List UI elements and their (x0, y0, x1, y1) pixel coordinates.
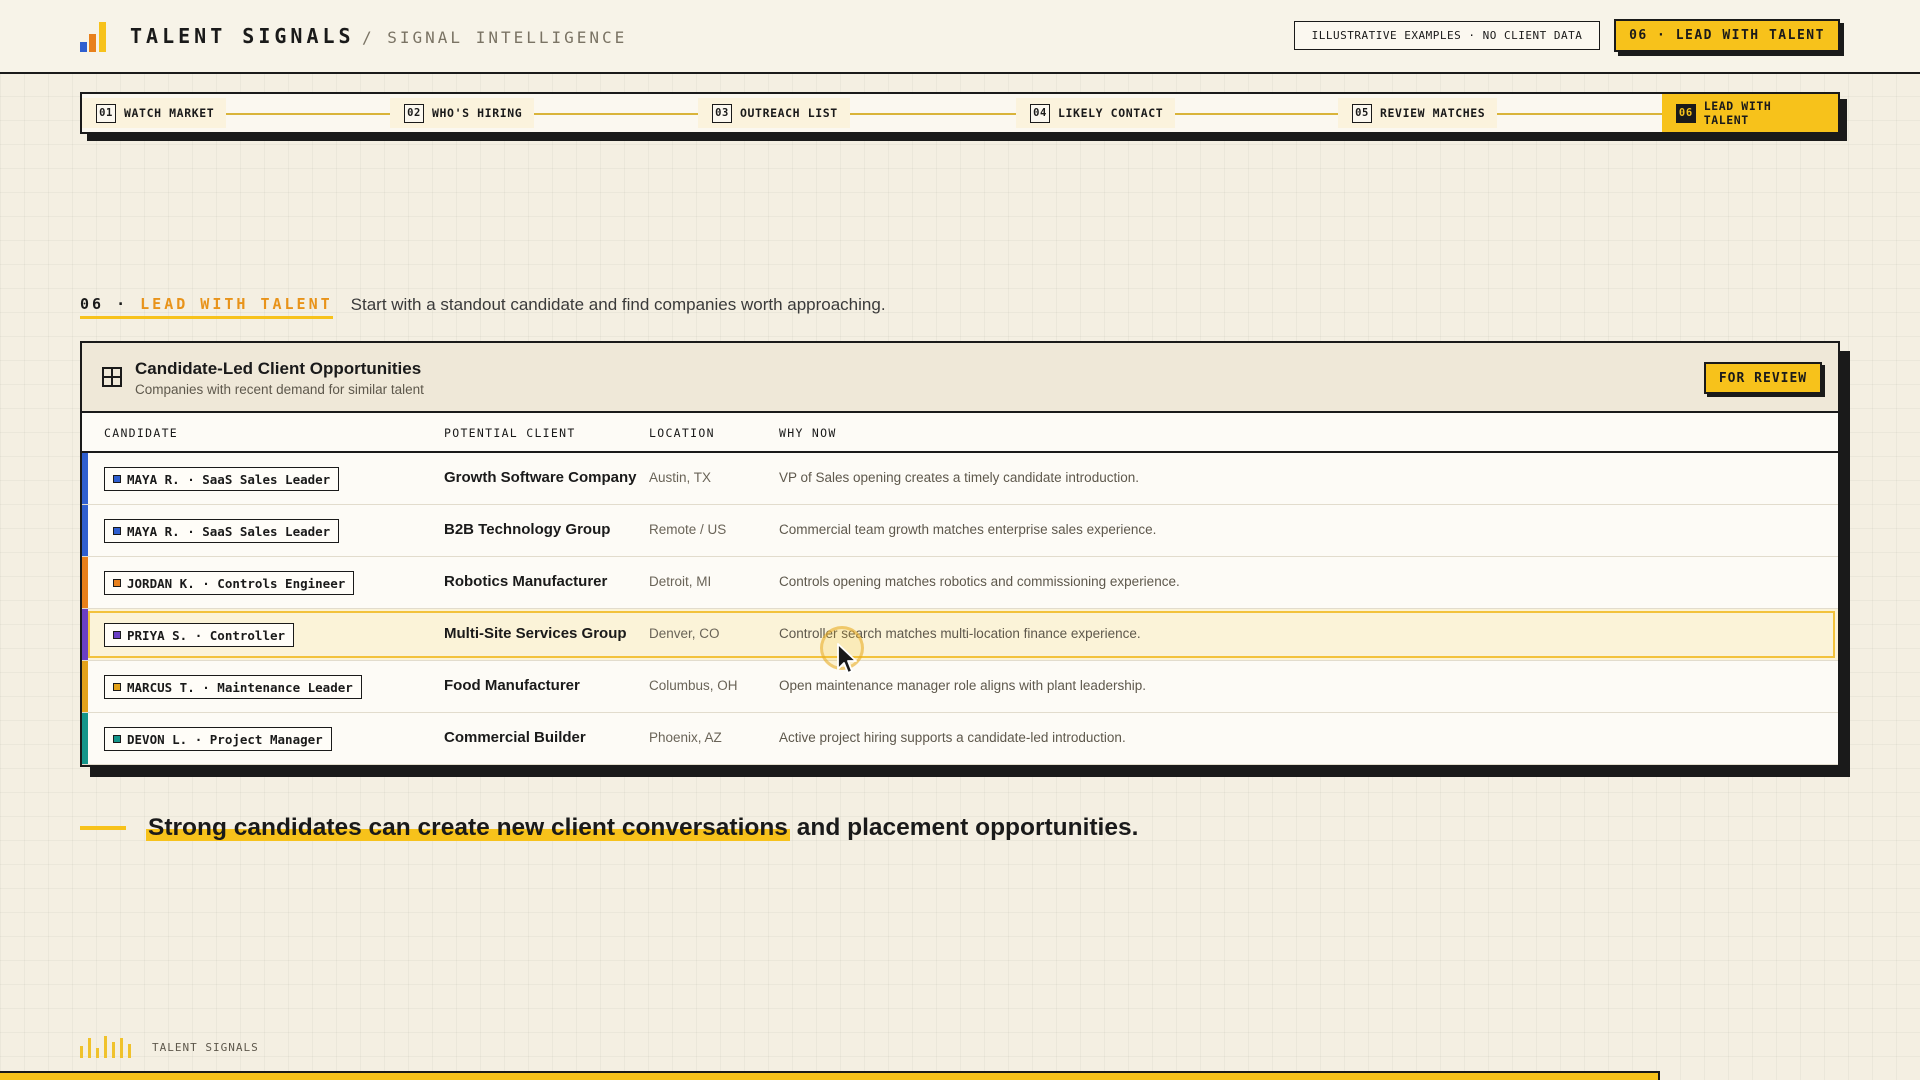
column-header-client[interactable]: POTENTIAL CLIENT (444, 426, 576, 440)
candidate-chip[interactable] (104, 519, 339, 543)
step-number: 04 (1030, 104, 1050, 123)
step-likely-contact[interactable] (1016, 98, 1175, 128)
potential-client: Multi-Site Services Group (444, 625, 627, 642)
candidate-chip[interactable] (104, 727, 332, 751)
tagline-rest: and placement opportunities. (789, 814, 1139, 841)
candidate-color-icon (113, 683, 121, 691)
top-header (0, 0, 1920, 74)
candidate-chip[interactable] (104, 675, 362, 699)
candidate-label: DEVON L. · Project Manager (127, 731, 323, 747)
candidate-label: MAYA R. · SaaS Sales Leader (127, 471, 331, 487)
step-label: LEAD WITH TALENT (1703, 99, 1772, 127)
why-now: Open maintenance manager role aligns with plant leadership. (779, 678, 1146, 693)
section-tag (80, 295, 333, 319)
step-lead-with-talent[interactable] (1662, 94, 1838, 132)
location: Austin, TX (649, 470, 712, 485)
table-row[interactable] (82, 661, 1838, 713)
stepper-connector (102, 113, 1818, 115)
step-label: WATCH MARKET (124, 106, 215, 120)
section-number: 06 · (80, 295, 129, 313)
grid-icon (102, 367, 122, 387)
section-title: LEAD WITH TALENT (140, 295, 333, 313)
table-row[interactable] (82, 557, 1838, 609)
current-step-button[interactable]: 06 · LEAD WITH TALENT (1614, 19, 1840, 52)
tagline-text (146, 814, 1138, 842)
candidate-label: JORDAN K. · Controls Engineer (127, 575, 346, 591)
step-number: 05 (1352, 104, 1372, 123)
panel-subtitle: Companies with recent demand for similar talent (135, 382, 424, 397)
why-now: VP of Sales opening creates a timely candidate introduction. (779, 470, 1139, 485)
candidate-chip[interactable] (104, 623, 294, 647)
potential-client: Commercial Builder (444, 729, 586, 746)
candidate-color-icon (113, 579, 121, 587)
table-row[interactable] (82, 453, 1838, 505)
brand-logo-icon (80, 20, 110, 52)
step-outreach-list[interactable] (698, 98, 850, 128)
step-label: WHO'S HIRING (432, 106, 523, 120)
why-now: Controls opening matches robotics and commissioning experience. (779, 574, 1180, 589)
brand-name: TALENT SIGNALS (130, 24, 355, 48)
table-row[interactable] (82, 609, 1838, 661)
candidate-color-icon (113, 735, 121, 743)
potential-client: Growth Software Company (444, 469, 637, 486)
mouse-cursor-icon (836, 642, 860, 676)
location: Remote / US (649, 522, 727, 537)
candidate-chip[interactable] (104, 467, 339, 491)
tagline-dash (80, 826, 126, 830)
row-color-bar (82, 453, 88, 504)
step-whos-hiring[interactable] (390, 98, 534, 128)
candidate-label: MAYA R. · SaaS Sales Leader (127, 523, 331, 539)
step-label: LIKELY CONTACT (1058, 106, 1164, 120)
row-color-bar (82, 505, 88, 556)
step-label: OUTREACH LIST (740, 106, 838, 120)
potential-client: B2B Technology Group (444, 521, 611, 538)
opportunities-panel (80, 341, 1840, 767)
potential-client: Food Manufacturer (444, 677, 580, 694)
location: Denver, CO (649, 626, 720, 641)
section-heading (80, 292, 886, 322)
step-review-matches[interactable] (1338, 98, 1497, 128)
location: Columbus, OH (649, 678, 738, 693)
candidate-color-icon (113, 631, 121, 639)
column-header-why-now[interactable]: WHY NOW (779, 426, 837, 440)
candidate-color-icon (113, 475, 121, 483)
step-number: 06 (1676, 104, 1696, 123)
potential-client: Robotics Manufacturer (444, 573, 608, 590)
panel-title: Candidate-Led Client Opportunities (135, 359, 422, 378)
disclaimer-badge: ILLUSTRATIVE EXAMPLES · NO CLIENT DATA (1294, 21, 1600, 50)
location: Detroit, MI (649, 574, 712, 589)
table-row[interactable] (82, 505, 1838, 557)
why-now: Active project hiring supports a candidate-led introduction. (779, 730, 1126, 745)
workflow-stepper (80, 92, 1840, 134)
footer-brand: TALENT SIGNALS (152, 1041, 259, 1054)
row-color-bar (82, 661, 88, 712)
section-description: Start with a standout candidate and find companies worth approaching. (350, 295, 886, 314)
candidate-label: MARCUS T. · Maintenance Leader (127, 679, 353, 695)
row-color-bar (82, 557, 88, 608)
column-header-location[interactable]: LOCATION (649, 426, 715, 440)
candidate-color-icon (113, 527, 121, 535)
why-now: Commercial team growth matches enterprise sales experience. (779, 522, 1157, 537)
step-number: 02 (404, 104, 424, 123)
step-label: REVIEW MATCHES (1380, 106, 1486, 120)
table-header (82, 413, 1838, 453)
tagline-highlight: Strong candidates can create new client conversations (148, 814, 788, 841)
brand-subtitle: / SIGNAL INTELLIGENCE (362, 28, 628, 47)
for-review-button[interactable]: FOR REVIEW (1704, 362, 1822, 394)
location: Phoenix, AZ (649, 730, 722, 745)
why-now: Controller search matches multi-location finance experience. (779, 626, 1141, 641)
candidate-label: PRIYA S. · Controller (127, 627, 286, 643)
footer-logo-icon (80, 1036, 140, 1058)
row-color-bar (82, 713, 88, 764)
panel-header (82, 343, 1838, 413)
footer-accent-bar (0, 1071, 1660, 1080)
step-number: 03 (712, 104, 732, 123)
tagline (80, 810, 1138, 846)
step-number: 01 (96, 104, 116, 123)
step-watch-market[interactable] (82, 98, 226, 128)
table-row[interactable] (82, 713, 1838, 765)
column-header-candidate[interactable]: CANDIDATE (104, 426, 179, 440)
candidate-chip[interactable] (104, 571, 354, 595)
